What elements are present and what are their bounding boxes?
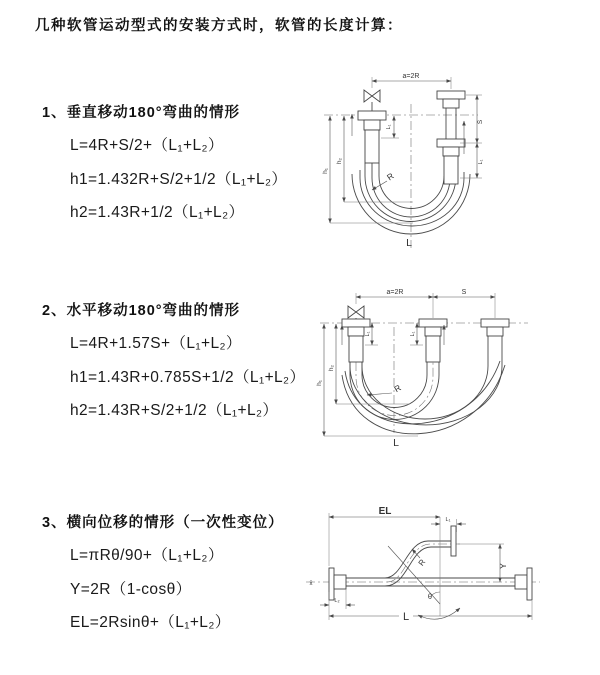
formula-h2: h2=1.43R+S/2+1/2（L₁+L₂） [70, 402, 279, 419]
section-3 [42, 511, 312, 640]
dimension-labels [316, 289, 467, 449]
dim-label-s: S [461, 289, 467, 296]
axis-mark: x̄ [309, 581, 313, 587]
section-3-heading: 3、横向位移的情形（一次性变位） [42, 515, 284, 531]
radius-leader [412, 549, 420, 558]
formula-l: L=4R+S/2+（L₁+L₂） [70, 137, 224, 154]
dim-label-l1-mid: L₁ [410, 331, 416, 337]
formula-y: Y=2R（1-cosθ） [70, 580, 192, 598]
dim-label-s: S [477, 119, 484, 125]
hose-curves [342, 356, 505, 434]
dim-label-el: EL [378, 506, 392, 517]
section-2 [42, 299, 312, 428]
pipe-fittings [329, 526, 532, 600]
label-radius: R [416, 557, 428, 568]
dim-label-l1-right: L₁ [478, 159, 484, 165]
dim-label-a2r: a=2R [386, 289, 404, 296]
section-2-heading: 2、水平移动180°弯曲的情形 [42, 303, 241, 319]
dim-label-a2r: a=2R [402, 73, 420, 80]
dim-label-l1-left: L₁ [386, 124, 392, 130]
label-theta: θ [427, 592, 433, 601]
formula-el: EL=2Rsinθ+（L₁+L₂） [70, 614, 231, 631]
dim-label-y: Y [498, 563, 508, 569]
dim-label-h2: h₂ [328, 364, 335, 372]
flange-plate [527, 568, 532, 600]
section-2-formulas [70, 327, 312, 428]
formula-h2: h2=1.43R+1/2（L₁+L₂） [70, 204, 245, 221]
formula-h1: h1=1.43R+0.785S+1/2（L₁+L₂） [70, 368, 306, 386]
formula-l: L=4R+1.57S+（L₁+L₂） [70, 335, 242, 352]
diagram-lateral-displacement [300, 498, 600, 648]
label-length: L [393, 437, 399, 449]
braided-hose-section [365, 130, 379, 163]
diagram-vertical-180-bend [310, 66, 600, 263]
dim-label-h2: h₂ [336, 157, 343, 165]
flange-plate [329, 568, 334, 600]
braided-hose-section [444, 156, 458, 184]
section-1-heading: 1、垂直移动180°弯曲的情形 [42, 105, 241, 121]
formula-h1: h1=1.432R+S/2+1/2（L₁+L₂） [70, 170, 288, 188]
dim-label-h1: h₁ [316, 380, 323, 386]
label-radius: R [392, 382, 403, 395]
dim-label-l1: L₁ [445, 517, 451, 523]
flange-plate [451, 526, 456, 556]
section-1 [42, 101, 312, 230]
braided-hose-section [426, 336, 440, 362]
braided-hose-section [349, 336, 363, 362]
swing-arrow [418, 608, 460, 619]
valve-icon [364, 90, 372, 102]
dimension-labels [310, 506, 509, 623]
construction-lines [388, 517, 460, 619]
label-length: L [406, 237, 412, 249]
dim-label-h1: h₁ [322, 168, 329, 174]
hose-curves [346, 541, 516, 586]
diagram-horizontal-180-bend [310, 283, 600, 458]
section-1-formulas [70, 129, 312, 230]
dim-label-l2: L₂ [334, 598, 340, 604]
label-radius: R [384, 170, 396, 183]
section-3-formulas [70, 539, 312, 640]
pipe-fittings [358, 90, 465, 184]
page-title: 几种软管运动型式的安装方式时，软管的长度计算： [35, 18, 403, 34]
label-length: L [402, 611, 410, 623]
formula-l: L=πRθ/90+（L₁+L₂） [70, 547, 224, 564]
dim-label-l1-left: L₁ [365, 331, 371, 337]
valve-icon [348, 306, 356, 318]
